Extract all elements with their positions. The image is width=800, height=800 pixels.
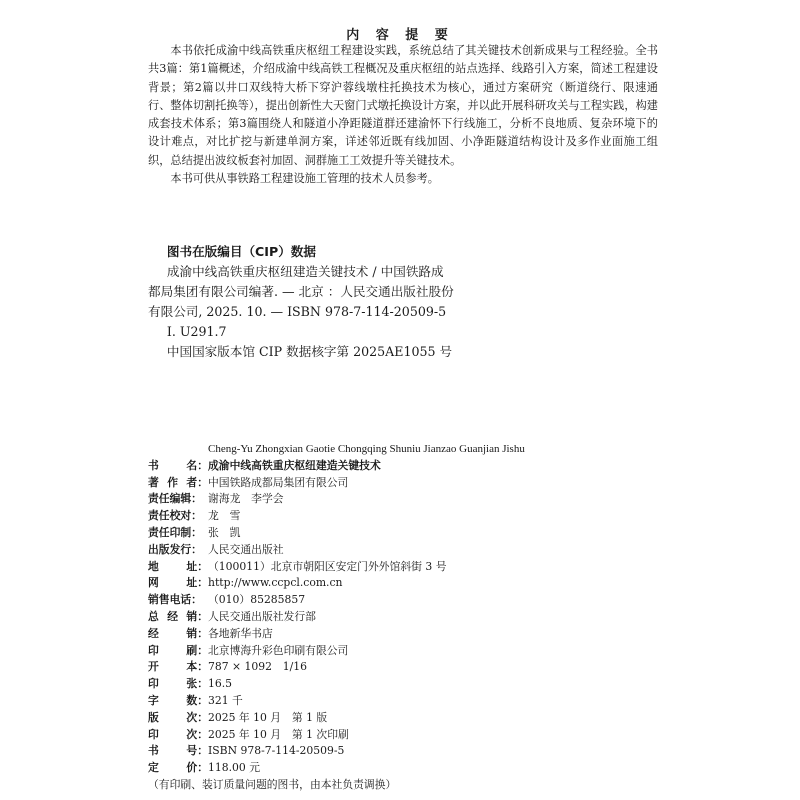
colophon-label [148, 575, 208, 592]
label-part: 地 [148, 559, 159, 573]
label-part: 刷： [186, 643, 208, 657]
label-part: 名： [186, 458, 208, 472]
label-part: 作 [167, 475, 178, 489]
label-part: 经 [167, 609, 178, 623]
colophon-value: 2025 年 10 月 第 1 版 [208, 710, 328, 724]
colophon-row [148, 693, 668, 710]
colophon-label [148, 508, 208, 525]
colophon-row [148, 559, 668, 576]
colophon-row [148, 626, 668, 643]
colophon-label [148, 676, 208, 693]
label-part: 价： [186, 761, 208, 775]
colophon-value: http://www.ccpcl.com.cn [208, 576, 343, 590]
label-part: 张： [186, 677, 208, 691]
colophon-row [148, 542, 668, 559]
cip-data [148, 242, 568, 362]
colophon-value: （010）85285857 [208, 593, 306, 607]
abstract-body [148, 42, 658, 188]
label-part: 责任编辑： [148, 492, 202, 506]
colophon-label [148, 693, 208, 710]
colophon-row [148, 643, 668, 660]
cip-line: Ⅰ. U291.7 [166, 324, 227, 339]
label-part: 者： [186, 475, 208, 489]
label-part: 销售电话： [148, 593, 202, 607]
cip-line: 成渝中线高铁重庆枢纽建造关键技术 / 中国铁路成 [166, 264, 444, 279]
colophon-row [148, 575, 668, 592]
colophon-label [148, 542, 208, 559]
label-part: 书 [148, 458, 159, 472]
label-part: 号： [186, 744, 208, 758]
colophon-label [148, 609, 208, 626]
colophon-value: ISBN 978-7-114-20509-5 [208, 744, 345, 758]
colophon-row [148, 727, 668, 744]
abstract-paragraph: 本书依托成渝中线高铁重庆枢纽工程建设实践，系统总结了其关键技术创新成果与工程经验。全书共3篇：第1篇概述，介绍成渝中线高铁工程概况及重庆枢纽的站点选择、线路引入方案，简述工程建设背景；第2篇以井口双线特大桥下穿沪蓉线墩柱托换技术为核心，通过方案研究（断道绕行、限速通行、整体切割托换等），提出创新性大天窗门式墩托换设计方案，并以此开展科研攻关与工程实践，构建成套技术体系；第3篇围绕人和隧道小净距隧道群还建渝怀下行线施工，分析不良地质、复杂环境下的设计难点，对比扩挖与新建单洞方案，详述邻近既有线加固、小净距隧道结构设计及多作业面施工组织，总结提出波纹板套衬加固、洞群施工工效提升等关键技术。 [148, 44, 658, 167]
colophon-row [148, 525, 668, 542]
colophon-value: 谢海龙 李学会 [208, 492, 284, 506]
colophon-value: 16.5 [208, 677, 233, 691]
colophon-label [148, 525, 208, 542]
colophon-label [148, 643, 208, 660]
colophon-value: 龙 雪 [208, 509, 241, 523]
label-part: 址： [186, 576, 208, 590]
colophon-label [148, 458, 208, 475]
label-part: 网 [148, 576, 159, 590]
colophon-row [148, 659, 668, 676]
colophon-row [148, 676, 668, 693]
colophon-label [148, 475, 208, 492]
label-part: 次： [186, 727, 208, 741]
label-part: 销： [186, 609, 208, 623]
colophon-value: 成渝中线高铁重庆枢纽建造关键技术 [208, 458, 381, 472]
cip-line: 中国国家版本馆 CIP 数据核字第 2025AE1055 号 [166, 344, 453, 359]
colophon-value: 各地新华书店 [208, 626, 273, 640]
colophon-row [148, 592, 668, 609]
colophon-row [148, 743, 668, 760]
label-part: 书 [148, 744, 159, 758]
colophon-label [148, 743, 208, 760]
label-part: 责任校对： [148, 509, 202, 523]
colophon-value: 中国铁路成都局集团有限公司 [208, 475, 349, 489]
label-part: 数： [186, 693, 208, 707]
label-part: 本： [186, 660, 208, 674]
colophon-value: 人民交通出版社 [208, 542, 284, 556]
colophon-row [148, 710, 668, 727]
colophon-label [148, 659, 208, 676]
cip-line: 有限公司, 2025. 10. — ISBN 978-7-114-20509-5 [148, 304, 447, 319]
colophon-label [148, 710, 208, 727]
colophon-label [148, 592, 208, 609]
label-part: 版 [148, 710, 159, 724]
colophon-label [148, 491, 208, 508]
cip-line: 都局集团有限公司编著. — 北京 ：人民交通出版社股份 [148, 284, 454, 299]
colophon-value: 118.00 元 [208, 761, 261, 775]
label-part: 定 [148, 761, 159, 775]
colophon-value: 人民交通出版社发行部 [208, 609, 316, 623]
label-part: 销： [186, 626, 208, 640]
colophon-value: 787 × 1092 1/16 [208, 660, 308, 674]
label-part: 址： [186, 559, 208, 573]
colophon-row [148, 508, 668, 525]
colophon-row [148, 760, 668, 777]
label-part: 开 [148, 660, 159, 674]
label-part: 印 [148, 677, 159, 691]
label-part: 著 [148, 475, 159, 489]
label-part: 经 [148, 626, 159, 640]
colophon-value: 张 凯 [208, 525, 241, 539]
colophon-label [148, 559, 208, 576]
abstract-title: 内 容 提 要 [346, 28, 454, 43]
colophon-value: 2025 年 10 月 第 1 次印刷 [208, 727, 349, 741]
colophon-row [148, 609, 668, 626]
colophon-value: 321 千 [208, 693, 243, 707]
pinyin-title: Cheng-Yu Zhongxian Gaotie Chongqing Shuniu Jianzao Guanjian Jishu [208, 443, 525, 455]
colophon-row [148, 491, 668, 508]
label-part: 次： [186, 710, 208, 724]
cip-heading: 图书在版编目（CIP）数据 [166, 244, 316, 259]
colophon-row [148, 458, 668, 475]
colophon-label [148, 727, 208, 744]
label-part: 总 [148, 609, 159, 623]
abstract-paragraph: 本书可供从事铁路工程建设施工管理的技术人员参考。 [170, 172, 439, 186]
colophon-row [148, 475, 668, 492]
colophon-label [148, 760, 208, 777]
colophon-value: 北京博海升彩色印刷有限公司 [208, 643, 349, 657]
label-part: 责任印制： [148, 525, 202, 539]
colophon [148, 441, 668, 794]
colophon-note: （有印刷、装订质量问题的图书，由本社负责调换） [148, 777, 397, 791]
label-part: 印 [148, 727, 159, 741]
colophon-value: （100011）北京市朝阳区安定门外外馆斜街 3 号 [208, 559, 447, 573]
colophon-label [148, 626, 208, 643]
label-part: 字 [148, 693, 159, 707]
label-part: 出版发行： [148, 542, 202, 556]
label-part: 印 [148, 643, 159, 657]
